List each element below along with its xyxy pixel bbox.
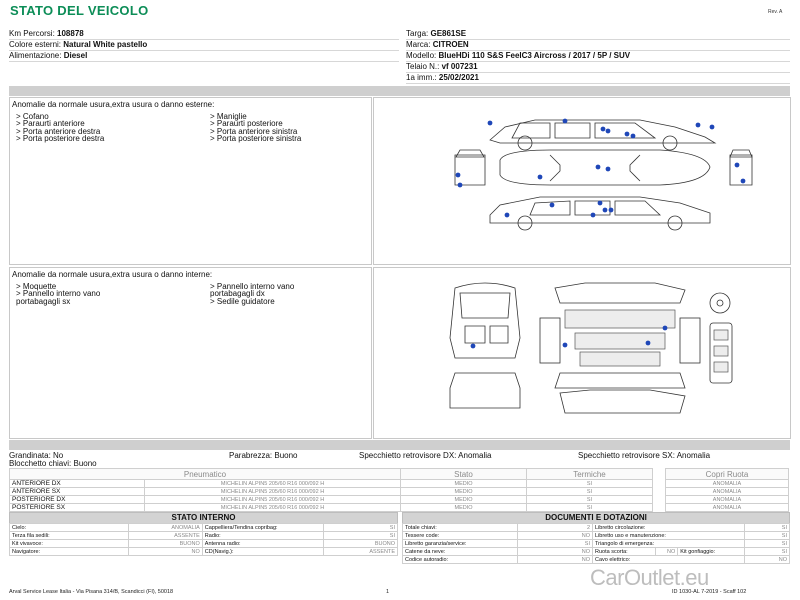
- table-row: POSTERIORE SX MICHELIN ALPIN5 205/60 R16 000/092 H MEDIO SI ANOMALIA: [10, 504, 789, 512]
- damage-marker: [609, 208, 614, 213]
- damage-marker: [456, 173, 461, 178]
- list-item: portabagagli dx: [210, 289, 265, 299]
- damage-marker: [596, 165, 601, 170]
- table-row: Tessere code: NO Libretto uso e manutenzione: SI: [403, 532, 790, 540]
- list-item: > Paraurti posteriore: [210, 119, 283, 129]
- list-item: > Pannello interno vano: [16, 289, 101, 299]
- damage-marker: [505, 213, 510, 218]
- damage-marker: [606, 129, 611, 134]
- list-item: > Porta anteriore destra: [16, 126, 101, 136]
- list-item: > Moquette: [16, 282, 57, 291]
- table-row: Totale chiavi: 2 Libretto circolazione: SI: [403, 524, 790, 532]
- external-list-col1: [16, 113, 104, 142]
- internal-anomalies-title: Anomalie da normale usura,extra usura o danno interne:: [12, 270, 213, 279]
- tyres-table: [9, 468, 789, 512]
- model-row: Modello: BlueHDi 110 S&S FeelC3 Aircross / 2017 / 5P / SUV: [406, 50, 790, 62]
- internal-list-col1: [16, 283, 100, 305]
- list-item: > Paraurti anteriore: [16, 119, 85, 129]
- table-row: Terza fila sedili: ASSENTE Radio: SI: [10, 532, 398, 540]
- table-row: ANTERIORE DX MICHELIN ALPIN5 205/60 R16 000/092 H MEDIO SI ANOMALIA: [10, 480, 789, 488]
- list-item: portabagagli sx: [16, 296, 71, 306]
- table-row: Navigatore: NO CD(Navig.): ASSENTE: [10, 548, 398, 556]
- damage-marker: [488, 121, 493, 126]
- table-row: Codice autoradio: NO Cavo elettrico: NO: [403, 556, 790, 564]
- winter-header: Termiche: [527, 469, 653, 480]
- table-row: Catene da neve: NO Ruota scorta: NO Kit gonfiaggio: SI: [403, 548, 790, 556]
- brand-row: Marca: CITROEN: [406, 39, 790, 51]
- damage-marker: [598, 201, 603, 206]
- km-row: Km Percorsi: 108878: [9, 28, 399, 40]
- registration-row: 1a imm.: 25/02/2021: [406, 72, 790, 84]
- documents-table: [402, 523, 790, 564]
- plate-row: Targa: GE861SE: [406, 28, 790, 40]
- damage-marker: [741, 179, 746, 184]
- list-item: > Pannello interno vano: [210, 282, 295, 291]
- key-block-status: Blocchetto chiavi: Buono: [9, 459, 97, 468]
- tyre-header: Pneumatico: [10, 469, 401, 480]
- damage-marker: [631, 134, 636, 139]
- damage-marker: [471, 344, 476, 349]
- damage-marker: [710, 125, 715, 130]
- damage-marker: [646, 341, 651, 346]
- exterior-car-diagram: [440, 105, 760, 235]
- damage-marker: [550, 203, 555, 208]
- external-anomalies-title: Anomalie da normale usura,extra usura o danno esterne:: [12, 100, 215, 109]
- company-address: Arval Service Lease Italia - Via Pisana 314/B, Scandicci (FI), 50018: [9, 589, 174, 595]
- damage-marker: [735, 163, 740, 168]
- page-title: STATO DEL VEICOLO: [10, 3, 149, 18]
- status-header: Stato: [401, 469, 527, 480]
- damage-marker: [538, 175, 543, 180]
- parabrezza-status: Parabrezza: Buono: [229, 451, 298, 460]
- damage-marker: [458, 183, 463, 188]
- revision-label: Rev. A: [768, 9, 783, 15]
- mirror-left-status: Specchietto retrovisore SX: Anomalia: [578, 451, 711, 460]
- summary-divider: [9, 440, 790, 450]
- color-row: Colore esterni: Natural White pastello: [9, 39, 399, 51]
- interior-car-diagram: [440, 278, 760, 428]
- list-item: > Porta posteriore sinistra: [210, 133, 302, 143]
- fuel-row: Alimentazione: Diesel: [9, 50, 399, 62]
- internal-list-col2: [210, 283, 294, 305]
- interior-status-title: STATO INTERNO: [9, 512, 398, 524]
- damage-marker: [606, 167, 611, 172]
- list-item: > Porta anteriore sinistra: [210, 126, 298, 136]
- external-list-col2: [210, 113, 301, 142]
- table-row: ANTERIORE SX MICHELIN ALPIN5 205/60 R16 000/092 H MEDIO SI ANOMALIA: [10, 488, 789, 496]
- damage-marker: [696, 123, 701, 128]
- list-item: > Sedile guidatore: [210, 296, 275, 306]
- grandinata-status: Grandinata: No: [9, 451, 64, 460]
- document-code: ID 1030-AL 7-2019 - Scaff 102: [672, 589, 747, 595]
- chassis-row: Telaio N.: vf 007231: [406, 61, 790, 73]
- table-row: Libretto garanzia/service: SI Triangolo di emergenza: SI: [403, 540, 790, 548]
- table-row: Cielo: ANOMALIA Cappelliera/Tendina copribag: SI: [10, 524, 398, 532]
- damage-marker: [663, 326, 668, 331]
- interior-status-table: [9, 523, 398, 556]
- list-item: > Porta posteriore destra: [16, 133, 105, 143]
- page-number: 1: [386, 589, 390, 595]
- list-item: > Cofano: [16, 112, 49, 121]
- mirror-right-status: Specchietto retrovisore DX: Anomalia: [359, 451, 492, 460]
- damage-marker: [563, 119, 568, 124]
- damage-marker: [625, 132, 630, 137]
- wheel-cover-header: Copri Ruota: [666, 469, 789, 480]
- damage-marker: [603, 208, 608, 213]
- damage-marker: [591, 213, 596, 218]
- damage-marker: [601, 127, 606, 132]
- list-item: > Maniglie: [210, 112, 247, 121]
- brand-watermark: CarOutlet.eu: [590, 565, 709, 590]
- table-row: POSTERIORE DX MICHELIN ALPIN5 205/60 R16 000/092 H MEDIO SI ANOMALIA: [10, 496, 789, 504]
- table-row: Kit vivavoce: BUONO Antenna radio: BUONO: [10, 540, 398, 548]
- damage-marker: [563, 343, 568, 348]
- section-divider: [9, 86, 790, 96]
- documents-title: DOCUMENTI E DOTAZIONI: [402, 512, 790, 524]
